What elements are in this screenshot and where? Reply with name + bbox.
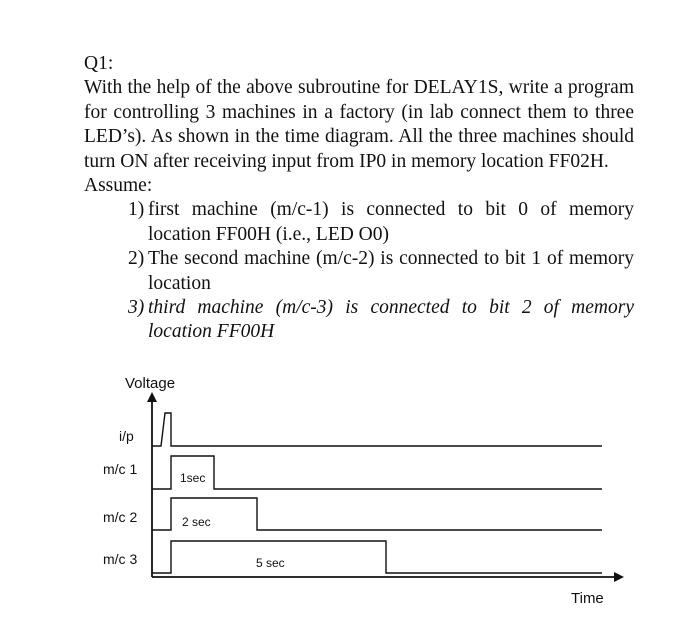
question-body: With the help of the above subroutine for DELAY1S, write a program for controlling 3 machines in a factory (in lab connect them to three LED’s). As shown in the time diagram. All the three machines should turn ON after receiving input from IP0 in memory location FF02H. xyxy=(84,77,634,172)
row-label-ip: i/p xyxy=(119,428,134,444)
assumption-number: 3) xyxy=(128,297,145,319)
row-label-mc3: m/c 3 xyxy=(103,551,138,567)
mc1-duration: 1sec xyxy=(180,471,206,485)
assumption-number: 2) xyxy=(128,248,145,270)
assumption-text: first machine (m/c-1) is connected to bit 0 of memory location FF00H (i.e., LED O0) xyxy=(148,199,634,245)
row-label-mc2: m/c 2 xyxy=(103,509,138,525)
assumption-text: The second machine (m/c-2) is connected to bit 1 of memory location xyxy=(148,248,634,294)
row-label-mc1: m/c 1 xyxy=(103,461,138,477)
mc2-duration: 2 sec xyxy=(182,515,211,529)
question-heading: Q1: xyxy=(84,53,114,74)
mc3-waveform xyxy=(152,541,602,573)
mc1-waveform xyxy=(152,456,602,489)
y-axis-label: Voltage xyxy=(125,375,176,392)
assumption-number: 1) xyxy=(128,199,145,221)
ip-waveform xyxy=(152,413,602,446)
mc3-duration: 5 sec xyxy=(256,556,285,570)
assume-label: Assume: xyxy=(84,175,153,197)
x-axis-label: Time xyxy=(571,590,604,607)
assumption-text: third machine (m/c-3) is connected to bit 2 of memory location FF00H xyxy=(148,297,634,343)
mc2-waveform xyxy=(152,498,602,530)
